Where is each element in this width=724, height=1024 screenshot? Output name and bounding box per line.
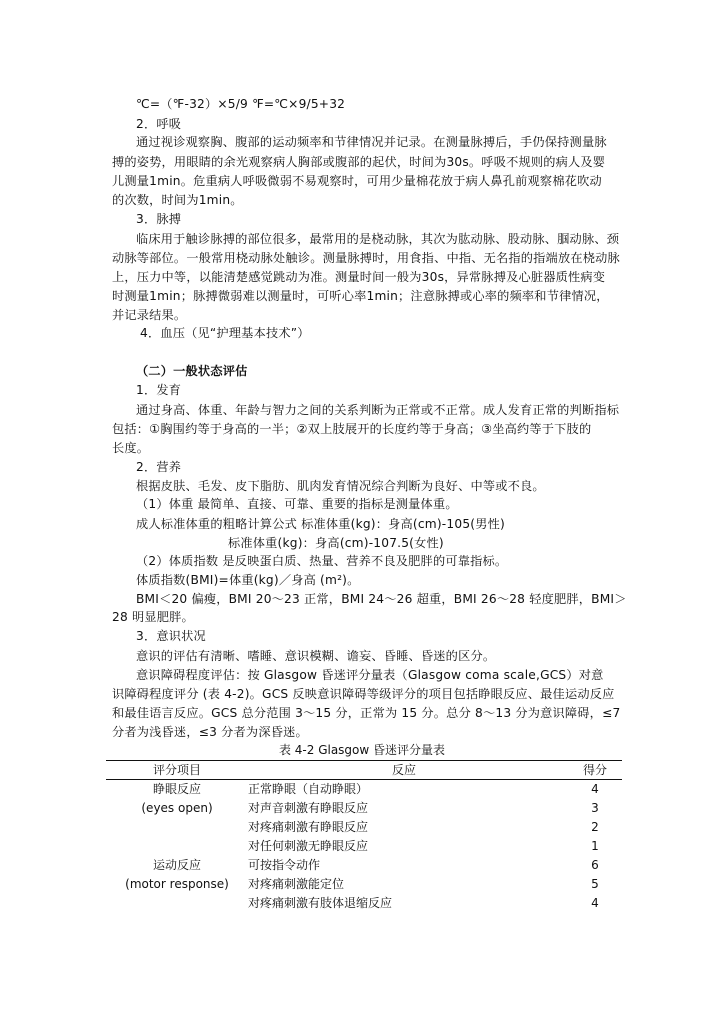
table-row-response: 对疼痛刺激有睁眼反应: [248, 820, 369, 834]
paragraph-line: 长度。: [112, 441, 150, 455]
paragraph-line: 识障碍程度评分 (表 4-2)。GCS 反映意识障碍等级评分的项目包括睁眼反应、最佳运动反应: [112, 687, 615, 701]
paragraph-line: 的次数，时间为1min。: [112, 193, 243, 207]
section-heading-nutrition: 2．营养: [136, 460, 182, 474]
formula-line: 标准体重(kg)：身高(cm)-107.5(女性): [228, 536, 444, 550]
table-row-response: 对疼痛刺激能定位: [248, 877, 345, 891]
table-row-score: 3: [591, 801, 599, 815]
table-row-response: 对声音刺激有睁眼反应: [248, 801, 369, 815]
table-item-label: 运动反应: [152, 858, 201, 872]
section-heading-pulse: 3．脉搏: [136, 212, 182, 226]
table-header-response: 反应: [391, 763, 416, 777]
section-heading-development: 1．发育: [136, 383, 182, 397]
table-row-score: 4: [591, 896, 599, 910]
table-row-score: 6: [591, 858, 599, 872]
table-header-rule: [106, 779, 622, 780]
paragraph-line: BMI＜20 偏瘦，BMI 20～23 正常，BMI 24～26 超重，BMI 26～28 轻度肥胖，BMI＞: [136, 592, 627, 606]
table-header-item: 评分项目: [152, 763, 201, 777]
table-row-response: 正常睁眼（自动睁眼）: [248, 782, 369, 796]
table-row-response: 可按指令动作: [248, 858, 321, 872]
table-top-rule: [106, 760, 622, 761]
paragraph-line: （2）体质指数 是反映蛋白质、热量、营养不良及肥胖的可靠指标。: [136, 554, 508, 568]
paragraph-line: 动脉等部位。一般常用桡动脉处触诊。测量脉搏时，用食指、中指、无名指的指端放在桡动脉: [112, 251, 620, 265]
paragraph-line: 临床用于触诊脉搏的部位很多，最常用的是桡动脉，其次为肱动脉、股动脉、腘动脉、颈: [136, 232, 620, 246]
paragraph-line: 通过视诊观察胸、腹部的运动频率和节律情况并记录。在测量脉搏后，手仍保持测量脉: [136, 135, 607, 149]
paragraph-line: 并记录结果。: [112, 308, 187, 322]
table-row-score: 4: [591, 782, 599, 796]
paragraph-line: 和最佳语言反应。GCS 总分范围 3～15 分，正常为 15 分。总分 8～13 分为意识障碍，≤7: [112, 706, 621, 720]
temperature-conversion-formula: ℃=（℉-32）×5/9 ℉=℃×9/5+32: [136, 97, 346, 111]
table-caption: 表 4-2 Glasgow 昏迷评分量表: [278, 743, 446, 757]
section-heading-general-status: （二）一般状态评估: [136, 364, 248, 378]
formula-line: 成人标准体重的粗略计算公式 标准体重(kg)：身高(cm)-105(男性): [136, 517, 505, 531]
table-row-score: 5: [591, 877, 599, 891]
section-heading-respiration: 2．呼吸: [136, 117, 182, 131]
paragraph-line: 儿测量1min。危重病人呼吸微弱不易观察时，可用少量棉花放于病人鼻孔前观察棉花吹动: [112, 174, 602, 188]
paragraph-line: 通过身高、体重、年龄与智力之间的关系判断为正常或不正常。成人发育正常的判断指标: [136, 403, 620, 417]
section-heading-blood-pressure: 4．血压（见“护理基本技术”）: [140, 326, 310, 340]
table-row-response: 对任何刺激无睁眼反应: [248, 839, 369, 853]
table-row-score: 2: [591, 820, 599, 834]
formula-line: 体质指数(BMI)=体重(kg)／身高 (m²)。: [136, 573, 360, 587]
paragraph-line: 分者为浅昏迷，≤3 分者为深昏迷。: [112, 725, 308, 739]
table-item-label: (motor response): [125, 877, 229, 891]
table-row-response: 对疼痛刺激有肢体退缩反应: [248, 896, 393, 910]
paragraph-line: 意识的评估有清晰、嗜睡、意识模糊、谵妄、昏睡、昏迷的区分。: [136, 649, 496, 663]
paragraph-line: 上，压力中等，以能清楚感觉跳动为准。测量时间一般为30s，异常脉搏及心脏器质性病变: [112, 270, 606, 284]
table-item-label: (eyes open): [141, 801, 213, 815]
paragraph-line: （1）体重 最简单、直接、可靠、重要的指标是测量体重。: [136, 497, 458, 511]
paragraph-line: 包括：①胸围约等于身高的一半；②双上肢展开的长度约等于身高；③坐高约等于下肢的: [112, 422, 592, 436]
paragraph-line: 时测量1min；脉搏微弱难以测量时，可听心率1min；注意脉搏或心率的频率和节律情况，: [112, 289, 609, 303]
table-item-label: 睁眼反应: [152, 782, 201, 796]
paragraph-line: 意识障碍程度评估：按 Glasgow 昏迷评分量表（Glasgow coma scale,GCS）对意: [136, 668, 604, 682]
table-row-score: 1: [591, 839, 599, 853]
table-header-score: 得分: [582, 763, 607, 777]
paragraph-line: 根据皮肤、毛发、皮下脂肪、肌肉发育情况综合判断为良好、中等或不良。: [136, 479, 545, 493]
paragraph-line: 搏的姿势，用眼睛的余光观察病人胸部或腹部的起伏，时间为30s。呼吸不规则的病人及婴: [112, 155, 606, 169]
paragraph-line: 28 明显肥胖。: [112, 610, 194, 624]
section-heading-consciousness: 3．意识状况: [136, 629, 206, 643]
